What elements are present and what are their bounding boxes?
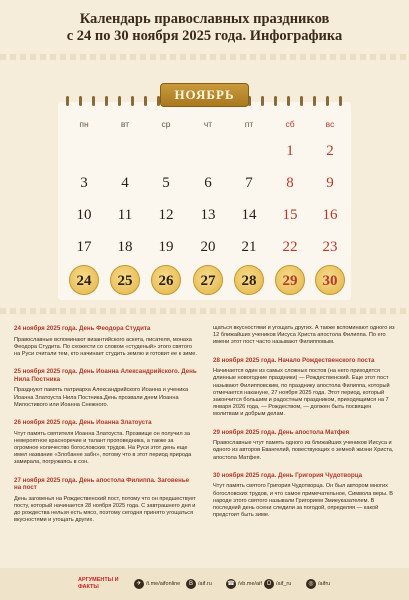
telegram-icon: ✈ bbox=[134, 579, 144, 589]
calendar-day-19: 19 bbox=[158, 239, 174, 255]
binding-ring bbox=[131, 96, 134, 106]
social-link-label: /aif.ru bbox=[198, 581, 212, 587]
holiday-heading: 27 ноября 2025 года. День апостола Филиппа. Заговенье на пост bbox=[14, 476, 190, 492]
holiday-heading: 28 ноября 2025 года. Начало Рождественского поста bbox=[213, 356, 375, 364]
holiday-text: Празднуют память патриарха Александрийского Иоанна и ученика Иоанна Златоуста Нила Постника.День прозвали днем Иоанна Милостивого или Иоанна Снежного. bbox=[14, 387, 189, 408]
calendar-day-23: 23 bbox=[322, 239, 338, 255]
social-link-label: /t.me/aifonline bbox=[146, 581, 181, 587]
right-column bbox=[213, 325, 396, 529]
binding-ring bbox=[339, 96, 342, 106]
calendar-day-27: 27 bbox=[193, 265, 223, 295]
calendar-day-5: 5 bbox=[162, 175, 170, 191]
calendar-day-6: 6 bbox=[204, 175, 212, 191]
calendar-day-11: 11 bbox=[117, 207, 133, 223]
holiday-block bbox=[14, 419, 197, 467]
vk-icon: В bbox=[186, 579, 196, 589]
calendar-day-16: 16 bbox=[322, 207, 338, 223]
binding-ring bbox=[92, 96, 95, 106]
title-line-1: Календарь православных праздников bbox=[79, 11, 330, 27]
calendar-day-14: 14 bbox=[241, 207, 257, 223]
holiday-text: Чтут память святого Григория Чудотворца. Он был автором многих богословских трудов, и что самое примечательное, Символа веры. В народе этого святого называли Григорием Змиеуказателем. В последний день осени следили за погодой, определяя — какой предстоит быть зиме. bbox=[213, 483, 393, 519]
binding-ring bbox=[300, 96, 303, 106]
social-link[interactable] bbox=[226, 578, 262, 590]
binding-ring bbox=[313, 96, 316, 106]
weekday-пн: пн bbox=[79, 119, 89, 129]
calendar-day-22: 22 bbox=[282, 239, 298, 255]
footer bbox=[0, 568, 409, 600]
binding-ring bbox=[274, 96, 277, 106]
binding-ring bbox=[66, 96, 69, 106]
social-link-label: /aif_ru bbox=[276, 581, 292, 587]
calendar-day-13: 13 bbox=[200, 207, 216, 223]
title-line-2: с 24 по 30 ноября 2025 года. Инфографика bbox=[66, 28, 343, 44]
weekday-пт: пт bbox=[244, 119, 254, 129]
holiday-block bbox=[14, 477, 197, 525]
binding-ring bbox=[261, 96, 264, 106]
holiday-block bbox=[14, 368, 197, 409]
holiday-heading: 25 ноября 2025 года. День Иоанна Александрийского. День Нила Постника bbox=[14, 368, 197, 383]
binding-ring bbox=[326, 96, 329, 106]
holiday-block bbox=[14, 325, 197, 358]
calendar-day-20: 20 bbox=[200, 239, 216, 255]
ornament-divider-bottom bbox=[0, 308, 409, 314]
holiday-text: Чтут память святителя Иоанна Златоуста. Прозвище он получил за невероятное красноречие и талант проповедника, а также за огромное количество богословских трудов. На Руси этот день еще имел название «Злобанне забн», потому что в этот период природа замирала, погружаясь в сон. bbox=[14, 430, 192, 466]
holiday-block bbox=[213, 472, 396, 520]
ok-icon: О bbox=[264, 579, 274, 589]
calendar-day-4: 4 bbox=[121, 175, 129, 191]
calendar-day-7: 7 bbox=[245, 175, 253, 191]
binding-ring bbox=[287, 96, 290, 106]
holiday-heading: 24 ноября 2025 года. День Феодора Студита bbox=[14, 325, 151, 332]
calendar-day-18: 18 bbox=[117, 239, 133, 255]
calendar-day-29: 29 bbox=[275, 265, 305, 295]
calendar-day-15: 15 bbox=[282, 207, 298, 223]
left-column bbox=[14, 325, 197, 535]
calendar-day-9: 9 bbox=[326, 175, 334, 191]
social-link[interactable] bbox=[186, 578, 212, 590]
weekday-вт: вт bbox=[120, 119, 130, 129]
weekday-ср: ср bbox=[161, 119, 171, 129]
calendar-day-3: 3 bbox=[80, 175, 88, 191]
calendar-day-2: 2 bbox=[326, 143, 334, 159]
ornament-divider bbox=[0, 54, 409, 60]
social-link[interactable] bbox=[306, 578, 330, 590]
viber-icon: ☎ bbox=[227, 580, 235, 587]
calendar-day-8: 8 bbox=[286, 175, 294, 191]
holiday-heading: 29 ноября 2025 года. День апостола Матфея bbox=[213, 428, 350, 436]
calendar-day-26: 26 bbox=[151, 265, 181, 295]
holiday-text: Начинается один из самых сложных постов (на него приходятся длинные новогодние праздники) — Рождественский. Еще этот пост называют Филипповским, по празднику апостола Филиппа, который отмечается накануне, 27 ноября 2025 года. Этот период, который закончится большим и радостным праздником, приходящимся на 7 января 2026 года, — Рождеством, — должен быть посвящен молитвам и добрым делам. bbox=[213, 368, 390, 418]
weekday-вс: вс bbox=[325, 119, 335, 129]
page-title bbox=[0, 11, 409, 45]
calendar-day-24: 24 bbox=[69, 265, 99, 295]
weekday-чт: чт bbox=[203, 119, 213, 129]
holiday-text: Православные вспоминают византийского аскета, писателя, монаха Феодора Студита. По схожести со словом «студеный» этого святого на Руси считали тем, кто начинает студить землю и готовит ее к зиме. bbox=[14, 336, 197, 357]
dzen-icon: ◎ bbox=[306, 579, 316, 589]
social-link-label: /aifru bbox=[318, 581, 331, 587]
calendar-day-21: 21 bbox=[241, 239, 257, 255]
holiday-text: День заговенья на Рождественский пост, потому что он предшествует посту, который начинается 28 ноября 2025 года. С завтрашнего дня и до рождества нельзя есть мясо, поэтому сегодня принято угощаться вкусностями и угощать других. bbox=[14, 495, 196, 524]
calendar-day-30: 30 bbox=[315, 265, 345, 295]
social-link-label: /vb.me/aif bbox=[238, 581, 262, 587]
holiday-block bbox=[213, 429, 396, 462]
binding-ring bbox=[144, 96, 147, 106]
binding-ring bbox=[79, 96, 82, 106]
calendar-day-10: 10 bbox=[76, 207, 92, 223]
holiday-block bbox=[213, 325, 396, 347]
calendar-day-25: 25 bbox=[110, 265, 140, 295]
holiday-heading: 26 ноября 2025 года. День Иоанна Златоуста bbox=[14, 419, 152, 426]
holiday-text: щаться вкусностями и угощать других. А также вспоминают одного из 12 ближайших учеников Иисуса Христа апостола Филиппа. По его имени этот пост часто называют Филипповым. bbox=[213, 325, 395, 346]
binding-ring bbox=[105, 96, 108, 106]
calendar-day-12: 12 bbox=[158, 207, 174, 223]
social-link[interactable] bbox=[134, 578, 180, 590]
calendar-day-28: 28 bbox=[234, 265, 264, 295]
holiday-text: Православные чтут память одного из ближайших учеников Иисуса и одного из авторов Евангелий, повествующих о земной жизни Христа, апостола Матфея. bbox=[213, 440, 394, 461]
calendar-day-1: 1 bbox=[286, 143, 294, 159]
calendar-day-17: 17 bbox=[76, 239, 92, 255]
social-link[interactable] bbox=[264, 578, 291, 590]
aif-logo: АРГУМЕНТЫ И ФАКТЫ bbox=[78, 577, 119, 590]
holiday-heading: 30 ноября 2025 года. День Григория Чудотворца bbox=[213, 471, 363, 479]
month-banner: НОЯБРЬ bbox=[160, 83, 249, 107]
holiday-block bbox=[213, 357, 396, 419]
weekday-сб: сб bbox=[285, 119, 295, 129]
binding-ring bbox=[118, 96, 121, 106]
